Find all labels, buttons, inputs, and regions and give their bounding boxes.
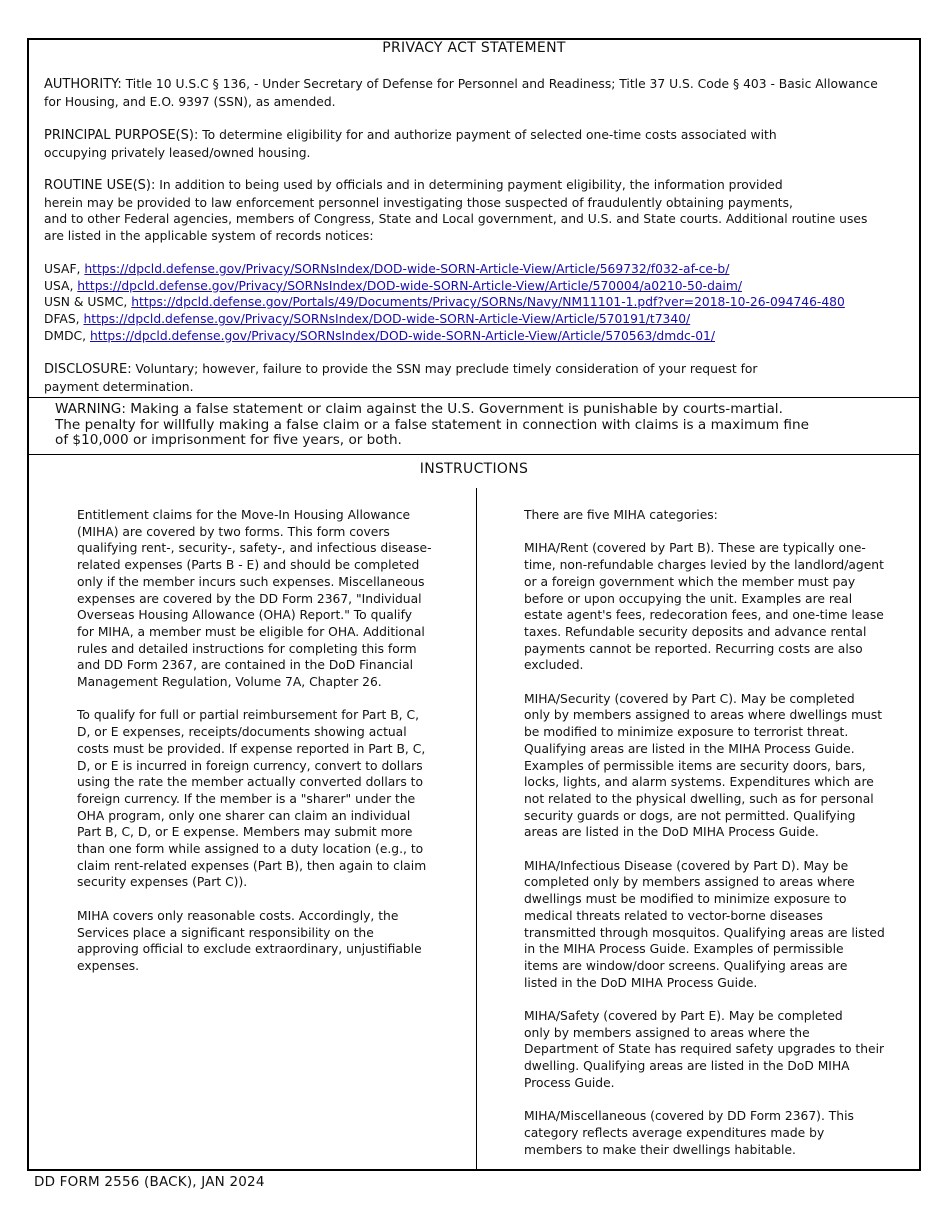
- text-line: for MIHA, a member must be eligible for OHA. Additional: [77, 624, 425, 639]
- text-line: claim rent-related expenses (Part B), then again to claim: [77, 858, 427, 873]
- miha-security-paragraph: [524, 691, 904, 841]
- text-line: using the rate the member actually converted dollars to: [77, 775, 424, 790]
- instruction-paragraph: [77, 908, 457, 975]
- text-line: expenses are covered by the DD Form 2367, "Individual: [77, 591, 422, 606]
- text-line: only by members assigned to areas where dwellings must: [524, 708, 883, 723]
- text-line: Process Guide.: [524, 1075, 615, 1090]
- sorn-label: USAF,: [44, 262, 85, 276]
- privacy-act-title: PRIVACY ACT STATEMENT: [382, 40, 566, 56]
- text-line: MIHA/Rent (covered by Part B). These are typically one-: [524, 541, 866, 556]
- text-line: (MIHA) are covered by two forms. This form covers: [77, 524, 390, 539]
- sorn-item-dmdc: [44, 328, 914, 345]
- routine-text-line: herein may be provided to law enforcement personnel investigating those suspected of fraudulently obtaining payments,: [44, 195, 793, 210]
- purpose-text-line: To determine eligibility for and authorize payment of selected one-time costs associated with: [198, 128, 777, 142]
- text-line: Management Regulation, Volume 7A, Chapter 26.: [77, 675, 382, 690]
- text-line: taxes. Refundable security deposits and advance rental: [524, 624, 867, 639]
- sorn-link-usa[interactable]: https://dpcld.defense.gov/Privacy/SORNsIndex/DOD-wide-SORN-Article-View/Article/570004/a0210-50-daim/: [77, 278, 742, 293]
- text-line: foreign currency. If the member is a "sharer" under the: [77, 791, 416, 806]
- authority-text-line: Title 10 U.S.C § 136, - Under Secretary of Defense for Personnel and Readiness; Title 37 U.S. Code § 403 - Basic Allowance: [121, 77, 878, 91]
- text-line: listed in the DoD MIHA Process Guide.: [524, 975, 758, 990]
- sorn-link-dmdc[interactable]: https://dpcld.defense.gov/Privacy/SORNsIndex/DOD-wide-SORN-Article-View/Article/570563/dmdc-01/: [89, 328, 715, 343]
- text-line: areas are listed in the DoD MIHA Process Guide.: [524, 825, 819, 840]
- text-line: payments cannot be reported. Recurring costs are also: [524, 641, 863, 656]
- authority-paragraph: [44, 76, 914, 110]
- text-line: not related to the physical dwelling, such as for personal: [524, 791, 874, 806]
- warning-statement: [55, 402, 895, 449]
- form-frame: [27, 38, 921, 1171]
- disclosure-paragraph: [44, 361, 914, 395]
- text-line: To qualify for full or partial reimbursement for Part B, C,: [77, 708, 419, 723]
- column-divider: [476, 488, 477, 1171]
- text-line: items are window/door screens. Qualifying areas are: [524, 958, 848, 973]
- text-line: costs must be provided. If expense reported in Part B, C,: [77, 741, 426, 756]
- disclosure-label: DISCLOSURE:: [44, 362, 132, 377]
- text-line: estate agent's fees, redecoration fees, and one-time lease: [524, 608, 884, 623]
- sorn-item-usaf: [44, 261, 914, 278]
- section-divider: [29, 454, 919, 455]
- instruction-paragraph: [77, 507, 457, 691]
- text-line: locks, lights, and alarm systems. Expenditures which are: [524, 775, 874, 790]
- miha-miscellaneous-paragraph: [524, 1108, 904, 1158]
- text-line: dwelling. Qualifying areas are listed in the DoD MIHA: [524, 1059, 850, 1074]
- text-line: before or upon occupying the unit. Examples are real: [524, 591, 853, 606]
- text-line: Department of State has required safety upgrades to their: [524, 1042, 885, 1057]
- purpose-text-line: occupying privately leased/owned housing.: [44, 145, 311, 160]
- disclosure-text-line: Voluntary; however, failure to provide the SSN may preclude timely consideration of your request for: [131, 362, 758, 376]
- text-line: expenses.: [77, 958, 140, 973]
- routine-text-line: In addition to being used by officials and in determining payment eligibility, the information provided: [155, 178, 783, 192]
- warning-text-line: of $10,000 or imprisonment for five years, or both.: [55, 432, 402, 449]
- text-line: than one form while assigned to a duty location (e.g., to: [77, 842, 424, 857]
- routine-text-line: are listed in the applicable system of records notices:: [44, 229, 374, 244]
- text-line: There are five MIHA categories:: [524, 508, 718, 522]
- sorn-list: [44, 261, 914, 345]
- text-line: in the MIHA Process Guide. Examples of permissible: [524, 942, 844, 957]
- warning-label: WARNING:: [55, 401, 126, 417]
- sorn-link-usn-usmc[interactable]: https://dpcld.defense.gov/Portals/49/Documents/Privacy/SORNs/Navy/NM11101-1.pdf?ver=2018-10-26-094746-480: [131, 295, 845, 310]
- text-line: approving official to exclude extraordinary, unjustifiable: [77, 942, 422, 957]
- sorn-label: USN & USMC,: [44, 295, 132, 310]
- text-line: security expenses (Part C)).: [77, 875, 248, 890]
- miha-infectious-disease-paragraph: [524, 858, 904, 992]
- sorn-item-usn-usmc: [44, 294, 914, 311]
- text-line: transmitted through mosquitos. Qualifying areas are listed: [524, 925, 885, 940]
- text-line: Entitlement claims for the Move-In Housing Allowance: [77, 508, 411, 522]
- text-line: and DD Form 2367, are contained in the DoD Financial: [77, 658, 414, 673]
- section-divider: [29, 397, 919, 398]
- warning-text-line: The penalty for willfully making a false claim or a false statement in connection with claims is a maximum fine: [55, 416, 809, 433]
- sorn-label: DMDC,: [44, 328, 90, 343]
- sorn-label: USA,: [44, 278, 78, 293]
- principal-purpose-label: PRINCIPAL PURPOSE(S):: [44, 128, 199, 143]
- text-line: D, or E expenses, receipts/documents showing actual: [77, 725, 407, 740]
- sorn-link-usaf[interactable]: https://dpcld.defense.gov/Privacy/SORNsIndex/DOD-wide-SORN-Article-View/Article/569732/f032-af-ce-b/: [84, 262, 730, 276]
- text-line: MIHA/Miscellaneous (covered by DD Form 2367). This: [524, 1109, 854, 1124]
- miha-safety-paragraph: [524, 1008, 904, 1092]
- text-line: members to make their dwellings habitable.: [524, 1142, 796, 1157]
- text-line: Services place a significant responsibility on the: [77, 925, 374, 940]
- sorn-item-usa: [44, 278, 914, 295]
- routine-use-paragraph: [44, 177, 914, 245]
- disclosure-text-line: payment determination.: [44, 379, 194, 394]
- instructions-right-column: [524, 507, 904, 1158]
- text-line: dwellings must be modified to minimize exposure to: [524, 892, 847, 907]
- text-line: category reflects average expenditures made by: [524, 1125, 825, 1140]
- text-line: medical threats related to vector-borne diseases: [524, 908, 823, 923]
- text-line: Overseas Housing Allowance (OHA) Report." To qualify: [77, 608, 412, 623]
- text-line: or a foreign government which the member must pay: [524, 574, 856, 589]
- text-line: only if the member incurs such expenses. Miscellaneous: [77, 574, 425, 589]
- routine-text-line: and to other Federal agencies, members of Congress, State and Local government, and U.S. and State courts. Additional routine uses: [44, 212, 868, 227]
- instructions-left-column: [77, 507, 457, 975]
- text-line: MIHA/Security (covered by Part C). May be completed: [524, 691, 855, 706]
- principal-purpose-paragraph: [44, 127, 914, 161]
- text-line: completed only by members assigned to areas where: [524, 875, 855, 890]
- text-line: related expenses (Parts B - E) and should be completed: [77, 558, 420, 573]
- text-line: OHA program, only one sharer can claim an individual: [77, 808, 411, 823]
- routine-use-label: ROUTINE USE(S):: [44, 178, 156, 193]
- warning-text-line: Making a false statement or claim against the U.S. Government is punishable by courts-martial.: [125, 401, 783, 417]
- text-line: security guards or dogs, are not permitted. Qualifying: [524, 808, 856, 823]
- instruction-paragraph: [524, 507, 904, 524]
- sorn-link-dfas[interactable]: https://dpcld.defense.gov/Privacy/SORNsIndex/DOD-wide-SORN-Article-View/Article/570191/t7340/: [83, 312, 691, 327]
- text-line: Part B, C, D, or E expense. Members may submit more: [77, 825, 413, 840]
- sorn-label: DFAS,: [44, 312, 84, 327]
- privacy-act-section: [29, 40, 919, 398]
- miha-rent-paragraph: [524, 540, 904, 674]
- text-line: qualifying rent-, security-, safety-, and infectious disease-: [77, 541, 432, 556]
- text-line: be modified to minimize exposure to terrorist threat.: [524, 725, 849, 740]
- text-line: only by members assigned to areas where the: [524, 1025, 810, 1040]
- authority-text-line: for Housing, and E.O. 9397 (SSN), as amended.: [44, 94, 336, 109]
- text-line: time, non-refundable charges levied by the landlord/agent: [524, 558, 884, 573]
- text-line: excluded.: [524, 658, 584, 673]
- text-line: MIHA covers only reasonable costs. Accordingly, the: [77, 908, 399, 923]
- text-line: rules and detailed instructions for completing this form: [77, 641, 417, 656]
- instruction-paragraph: [77, 707, 457, 891]
- form-footer-id: DD FORM 2556 (BACK), JAN 2024: [34, 1174, 265, 1190]
- instructions-title: INSTRUCTIONS: [419, 461, 529, 477]
- sorn-item-dfas: [44, 311, 914, 328]
- text-line: MIHA/Infectious Disease (covered by Part D). May be: [524, 858, 849, 873]
- text-line: Qualifying areas are listed in the MIHA Process Guide.: [524, 741, 855, 756]
- text-line: MIHA/Safety (covered by Part E). May be completed: [524, 1009, 843, 1024]
- authority-label: AUTHORITY:: [44, 77, 122, 92]
- text-line: D, or E is incurred in foreign currency, convert to dollars: [77, 758, 423, 773]
- text-line: Examples of permissible items are security doors, bars,: [524, 758, 866, 773]
